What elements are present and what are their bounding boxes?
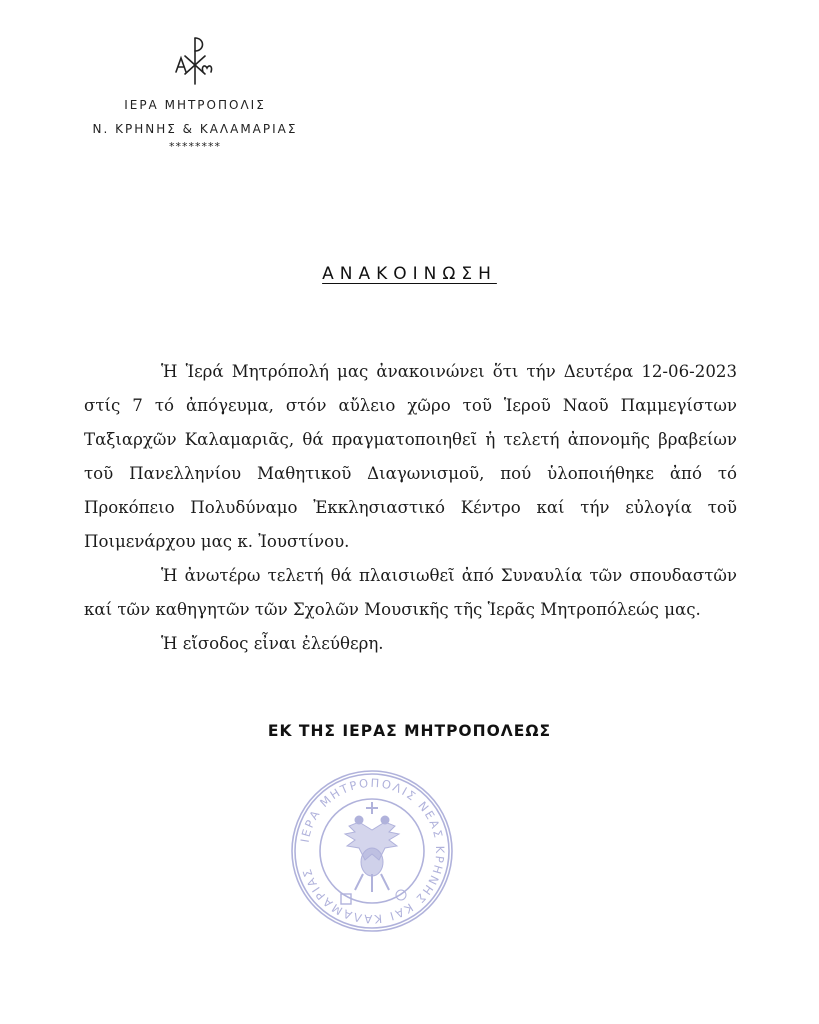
seal-text: ΙΕΡΑ ΜΗΤΡΟΠΟΛΙΣ ΝΕΑΣ ΚΡΗΝΗΣ ΚΑΙ ΚΑΛΑΜΑΡΙΑΣ	[297, 775, 448, 927]
signature-line: ΕΚ ΤΗΣ ΙΕΡΑΣ ΜΗΤΡΟΠΟΛΕΩΣ	[267, 722, 552, 740]
paragraph-2: Ἡ ἀνωτέρω τελετή θά πλαισιωθεῖ ἀπό Συναυλία τῶν σπουδαστῶν καί τῶν καθηγητῶν τῶν Σχολῶν Μουσικῆς τῆς Ἱερᾶς Μητροπόλεώς μας.	[84, 566, 737, 619]
paragraph-3: Ἡ εἴσοδος εἶναι ἐλεύθερη.	[161, 634, 384, 653]
header-stars: ********	[169, 140, 221, 153]
document-title: ΑΝΑΚΟΙΝΩΣΗ	[322, 264, 497, 284]
double-headed-eagle-seal-icon	[289, 768, 455, 934]
paragraph-1: Ἡ Ἱερά Μητρόπολή μας ἀνακοινώνει ὅτι τήν Δευτέρα 12-06-2023 στίς 7 τό ἀπόγευμα, στόν αὔλειο χῶρο τοῦ Ἱεροῦ Ναοῦ Παμμεγίστων Ταξιαρχῶν Καλαμαριᾶς, θά πραγματοποιηθεῖ ἡ τελετή ἀπονομῆς βραβείων τοῦ Πανελληνίου Μαθητικοῦ Διαγωνισμοῦ, πού ὑλοποιήθηκε ἀπό τό Προκόπειο Πολυδύναμο Ἐκκλησιαστικό Κέντρο καί τήν εὐλογία τοῦ Ποιμενάρχου μας κ. Ἰουστίνου.	[84, 362, 737, 551]
header-line-1: ΙΕΡΑ ΜΗΤΡΟΠΟΛΙΣ	[124, 98, 266, 112]
chi-rho-alpha-omega-icon	[172, 34, 218, 86]
announcement-body	[84, 355, 737, 661]
header-line-2: Ν. ΚΡΗΝΗΣ & ΚΑΛΑΜΑΡΙΑΣ	[92, 122, 298, 136]
